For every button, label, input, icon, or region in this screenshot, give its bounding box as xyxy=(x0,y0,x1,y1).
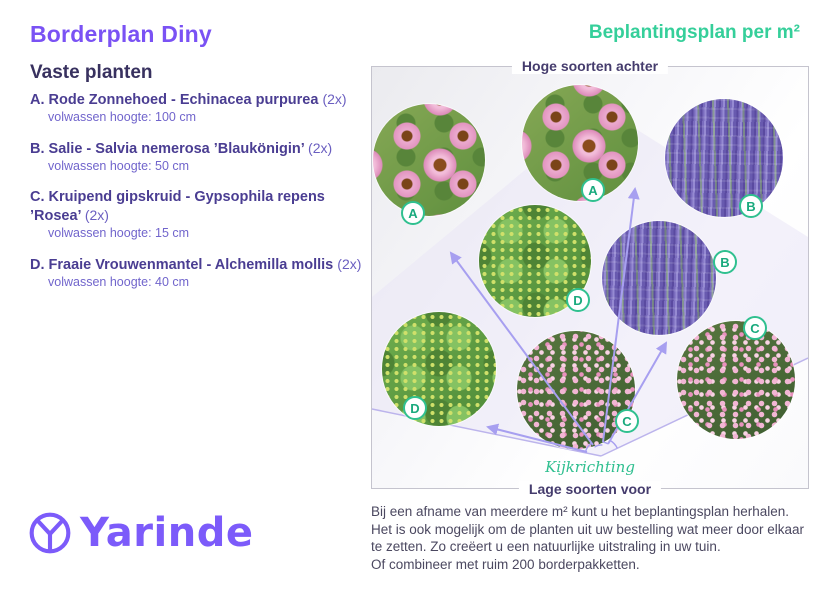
plant-height: volwassen hoogte: 50 cm xyxy=(48,159,190,173)
plant-name: A. Rode Zonnehoed - Echinacea purpurea xyxy=(30,92,319,108)
plant-height: volwassen hoogte: 40 cm xyxy=(48,275,190,289)
plant-quantity: (2x) xyxy=(308,140,333,156)
diagram-top-label: Hoge soorten achter xyxy=(512,58,668,74)
planting-diagram xyxy=(371,58,809,497)
plant-badge: C xyxy=(743,316,767,340)
plant-badge: A xyxy=(581,178,605,202)
plant-item-d xyxy=(30,255,375,291)
plant-height: volwassen hoogte: 15 cm xyxy=(48,226,190,240)
plant-item-b xyxy=(30,139,375,175)
footer-note-line: Of combineer met ruim 200 borderpakketten. xyxy=(371,556,640,572)
plant-list xyxy=(30,90,375,304)
plant-name: C. Kruipend gipskruid - Gypsophila repens ’Rosea’ xyxy=(30,189,325,224)
footer-note-line: Bij een afname van meerdere m² kunt u het beplantingsplan herhalen. xyxy=(371,504,790,519)
plant-badge: C xyxy=(615,409,639,433)
plant-quantity: (2x) xyxy=(337,256,362,272)
view-direction-arrows xyxy=(372,67,808,488)
plant-badge: A xyxy=(401,201,425,225)
plant-badge: B xyxy=(713,250,737,274)
plant-quantity: (2x) xyxy=(84,207,109,223)
plant-badge: B xyxy=(739,194,763,218)
plant-item-c xyxy=(30,188,375,242)
yarinde-logo-icon xyxy=(28,511,72,555)
page-title: Borderplan Diny xyxy=(30,21,212,47)
plant-item-a xyxy=(30,90,375,126)
footer-note-line: Het is ook mogelijk om de planten uit uw bestelling wat meer door elkaar xyxy=(371,521,804,537)
plant-name: B. Salie - Salvia nemerosa ’Blaukönigin’ xyxy=(30,141,304,157)
footer-note xyxy=(371,503,816,573)
diagram-bottom-label: Lage soorten voor xyxy=(519,481,661,497)
plant-name: D. Fraaie Vrouwenmantel - Alchemilla mollis xyxy=(30,257,334,273)
plant-list-heading: Vaste planten xyxy=(30,62,153,83)
plant-badge: D xyxy=(403,396,427,420)
plant-quantity: (2x) xyxy=(322,91,347,107)
diagram-subtitle: Beplantingsplan per m² xyxy=(588,22,800,43)
view-direction-label: Kijkrichting xyxy=(545,458,635,476)
yarinde-logo xyxy=(28,510,253,556)
plant-badge: D xyxy=(566,288,590,312)
footer-note-line: te zetten. Zo creëert u een natuurlijke uitstraling in uw tuin. xyxy=(371,539,721,554)
yarinde-logo-text: Yarinde xyxy=(80,510,254,556)
plant-height: volwassen hoogte: 100 cm xyxy=(48,110,197,124)
